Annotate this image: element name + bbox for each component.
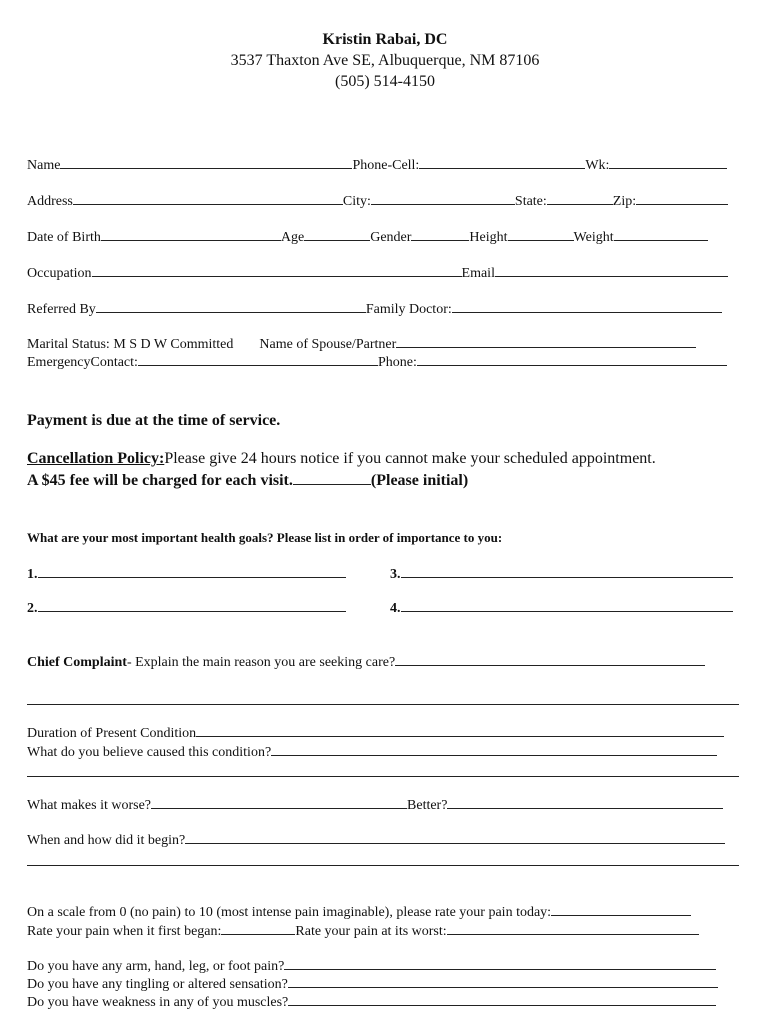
- state-field[interactable]: [547, 192, 613, 205]
- goal-4-label: 4.: [390, 601, 401, 616]
- age-field[interactable]: [304, 228, 370, 241]
- worse-better-row: [27, 796, 743, 814]
- referred-by-label: Referred By: [27, 302, 96, 317]
- row-marital: [27, 335, 743, 353]
- referred-by-field[interactable]: [96, 300, 366, 313]
- emergency-contact-label: EmergencyContact:: [27, 355, 138, 370]
- chief-complaint-text: - Explain the main reason you are seeking care?: [126, 655, 396, 670]
- dob-field[interactable]: [101, 228, 281, 241]
- practice-phone: (505) 514-4150: [335, 73, 435, 90]
- age-label: Age: [280, 230, 305, 245]
- pain-today-row: [27, 903, 743, 921]
- tingling-field[interactable]: [288, 975, 718, 988]
- spouse-field[interactable]: [396, 335, 696, 348]
- better-label: Better?: [407, 798, 448, 813]
- worse-label: What makes it worse?: [27, 798, 152, 813]
- goal-3-field[interactable]: [401, 565, 733, 578]
- fee-text: A $45 fee will be charged for each visit.: [27, 472, 293, 489]
- email-label: Email: [461, 266, 495, 281]
- cause-line-2[interactable]: [27, 776, 739, 777]
- row-referred: [27, 300, 743, 318]
- gender-label: Gender: [370, 230, 412, 245]
- goal-1-label: 1.: [27, 567, 38, 582]
- state-label: State:: [514, 194, 547, 209]
- spouse-label: Name of Spouse/Partner: [259, 337, 397, 352]
- row-dob: [27, 228, 743, 246]
- duration-label: Duration of Present Condition: [27, 726, 197, 741]
- arm-pain-row: [27, 957, 743, 975]
- zip-label: Zip:: [612, 194, 637, 209]
- chief-complaint-line-2[interactable]: [27, 704, 739, 705]
- pain-first-row: [27, 922, 743, 940]
- cause-field[interactable]: [271, 743, 717, 756]
- goal-4: [390, 599, 740, 617]
- pain-first-label: Rate your pain when it first began:: [27, 924, 222, 939]
- wk-field[interactable]: [609, 156, 727, 169]
- arm-pain-label: Do you have any arm, hand, leg, or foot pain?: [27, 959, 285, 974]
- payment-policy: Payment is due at the time of service.: [27, 412, 281, 429]
- occupation-field[interactable]: [92, 264, 462, 277]
- cause-label: What do you believe caused this condition?: [27, 745, 272, 760]
- weakness-row: [27, 993, 743, 1011]
- family-doctor-field[interactable]: [452, 300, 722, 313]
- dob-label: Date of Birth: [27, 230, 101, 245]
- chief-complaint: [27, 653, 743, 671]
- weakness-field[interactable]: [288, 993, 716, 1006]
- city-label: City:: [342, 194, 371, 209]
- phone-cell-field[interactable]: [419, 156, 585, 169]
- goal-2: [27, 599, 357, 617]
- name-field[interactable]: [60, 156, 352, 169]
- row-name: [27, 156, 743, 174]
- begin-line-2[interactable]: [27, 865, 739, 866]
- cancellation-policy: [27, 449, 743, 469]
- goal-2-label: 2.: [27, 601, 38, 616]
- row-emergency: [27, 353, 743, 371]
- initial-text: (Please initial): [370, 472, 469, 489]
- goal-3: [390, 565, 740, 583]
- worse-field[interactable]: [151, 796, 407, 809]
- tingling-row: [27, 975, 743, 993]
- cause-row: [27, 743, 743, 761]
- weight-label: Weight: [573, 230, 614, 245]
- arm-pain-field[interactable]: [284, 957, 716, 970]
- height-field[interactable]: [508, 228, 574, 241]
- goal-1-field[interactable]: [38, 565, 346, 578]
- emergency-contact-field[interactable]: [138, 353, 378, 366]
- pain-today-label: On a scale from 0 (no pain) to 10 (most intense pain imaginable), please rate your pain today:: [27, 905, 552, 920]
- fee-policy: [27, 470, 743, 491]
- weakness-label: Do you have weakness in any of you muscles?: [27, 995, 289, 1010]
- goal-2-field[interactable]: [38, 599, 346, 612]
- height-label: Height: [469, 230, 508, 245]
- goal-3-label: 3.: [390, 567, 401, 582]
- weight-field[interactable]: [614, 228, 708, 241]
- address-label: Address: [27, 194, 73, 209]
- pain-worst-field[interactable]: [447, 922, 699, 935]
- initial-field[interactable]: [293, 470, 371, 485]
- wk-label: Wk:: [585, 158, 610, 173]
- practice-address: 3537 Thaxton Ave SE, Albuquerque, NM 87106: [230, 52, 540, 69]
- emergency-phone-label: Phone:: [377, 355, 417, 370]
- name-label: Name: [27, 158, 61, 173]
- address-field[interactable]: [73, 192, 343, 205]
- pain-first-field[interactable]: [221, 922, 295, 935]
- practice-name: Kristin Rabai, DC: [322, 31, 448, 48]
- begin-row: [27, 831, 743, 849]
- duration-field[interactable]: [196, 724, 724, 737]
- city-field[interactable]: [371, 192, 515, 205]
- family-doctor-label: Family Doctor:: [365, 302, 452, 317]
- row-address: [27, 192, 743, 210]
- better-field[interactable]: [447, 796, 723, 809]
- begin-field[interactable]: [185, 831, 725, 844]
- goal-4-field[interactable]: [401, 599, 733, 612]
- begin-label: When and how did it begin?: [27, 833, 186, 848]
- chief-complaint-label: Chief Complaint: [27, 655, 127, 670]
- duration-row: [27, 724, 743, 742]
- zip-field[interactable]: [636, 192, 728, 205]
- goal-1: [27, 565, 357, 583]
- gender-field[interactable]: [411, 228, 469, 241]
- pain-worst-label: Rate your pain at its worst:: [295, 924, 447, 939]
- marital-status-label[interactable]: Marital Status: M S D W Committed: [27, 337, 234, 352]
- email-field[interactable]: [495, 264, 728, 277]
- phone-cell-label: Phone-Cell:: [352, 158, 420, 173]
- occupation-label: Occupation: [27, 266, 92, 281]
- tingling-label: Do you have any tingling or altered sensation?: [27, 977, 288, 992]
- cancellation-text: Please give 24 hours notice if you cannot make your scheduled appointment.: [164, 450, 656, 467]
- row-occupation: [27, 264, 743, 282]
- emergency-phone-field[interactable]: [417, 353, 727, 366]
- pain-today-field[interactable]: [551, 903, 691, 916]
- goals-question: What are your most important health goals? Please list in order of importance to you:: [27, 530, 503, 545]
- cancellation-label: Cancellation Policy:: [27, 450, 165, 467]
- chief-complaint-field[interactable]: [395, 653, 705, 666]
